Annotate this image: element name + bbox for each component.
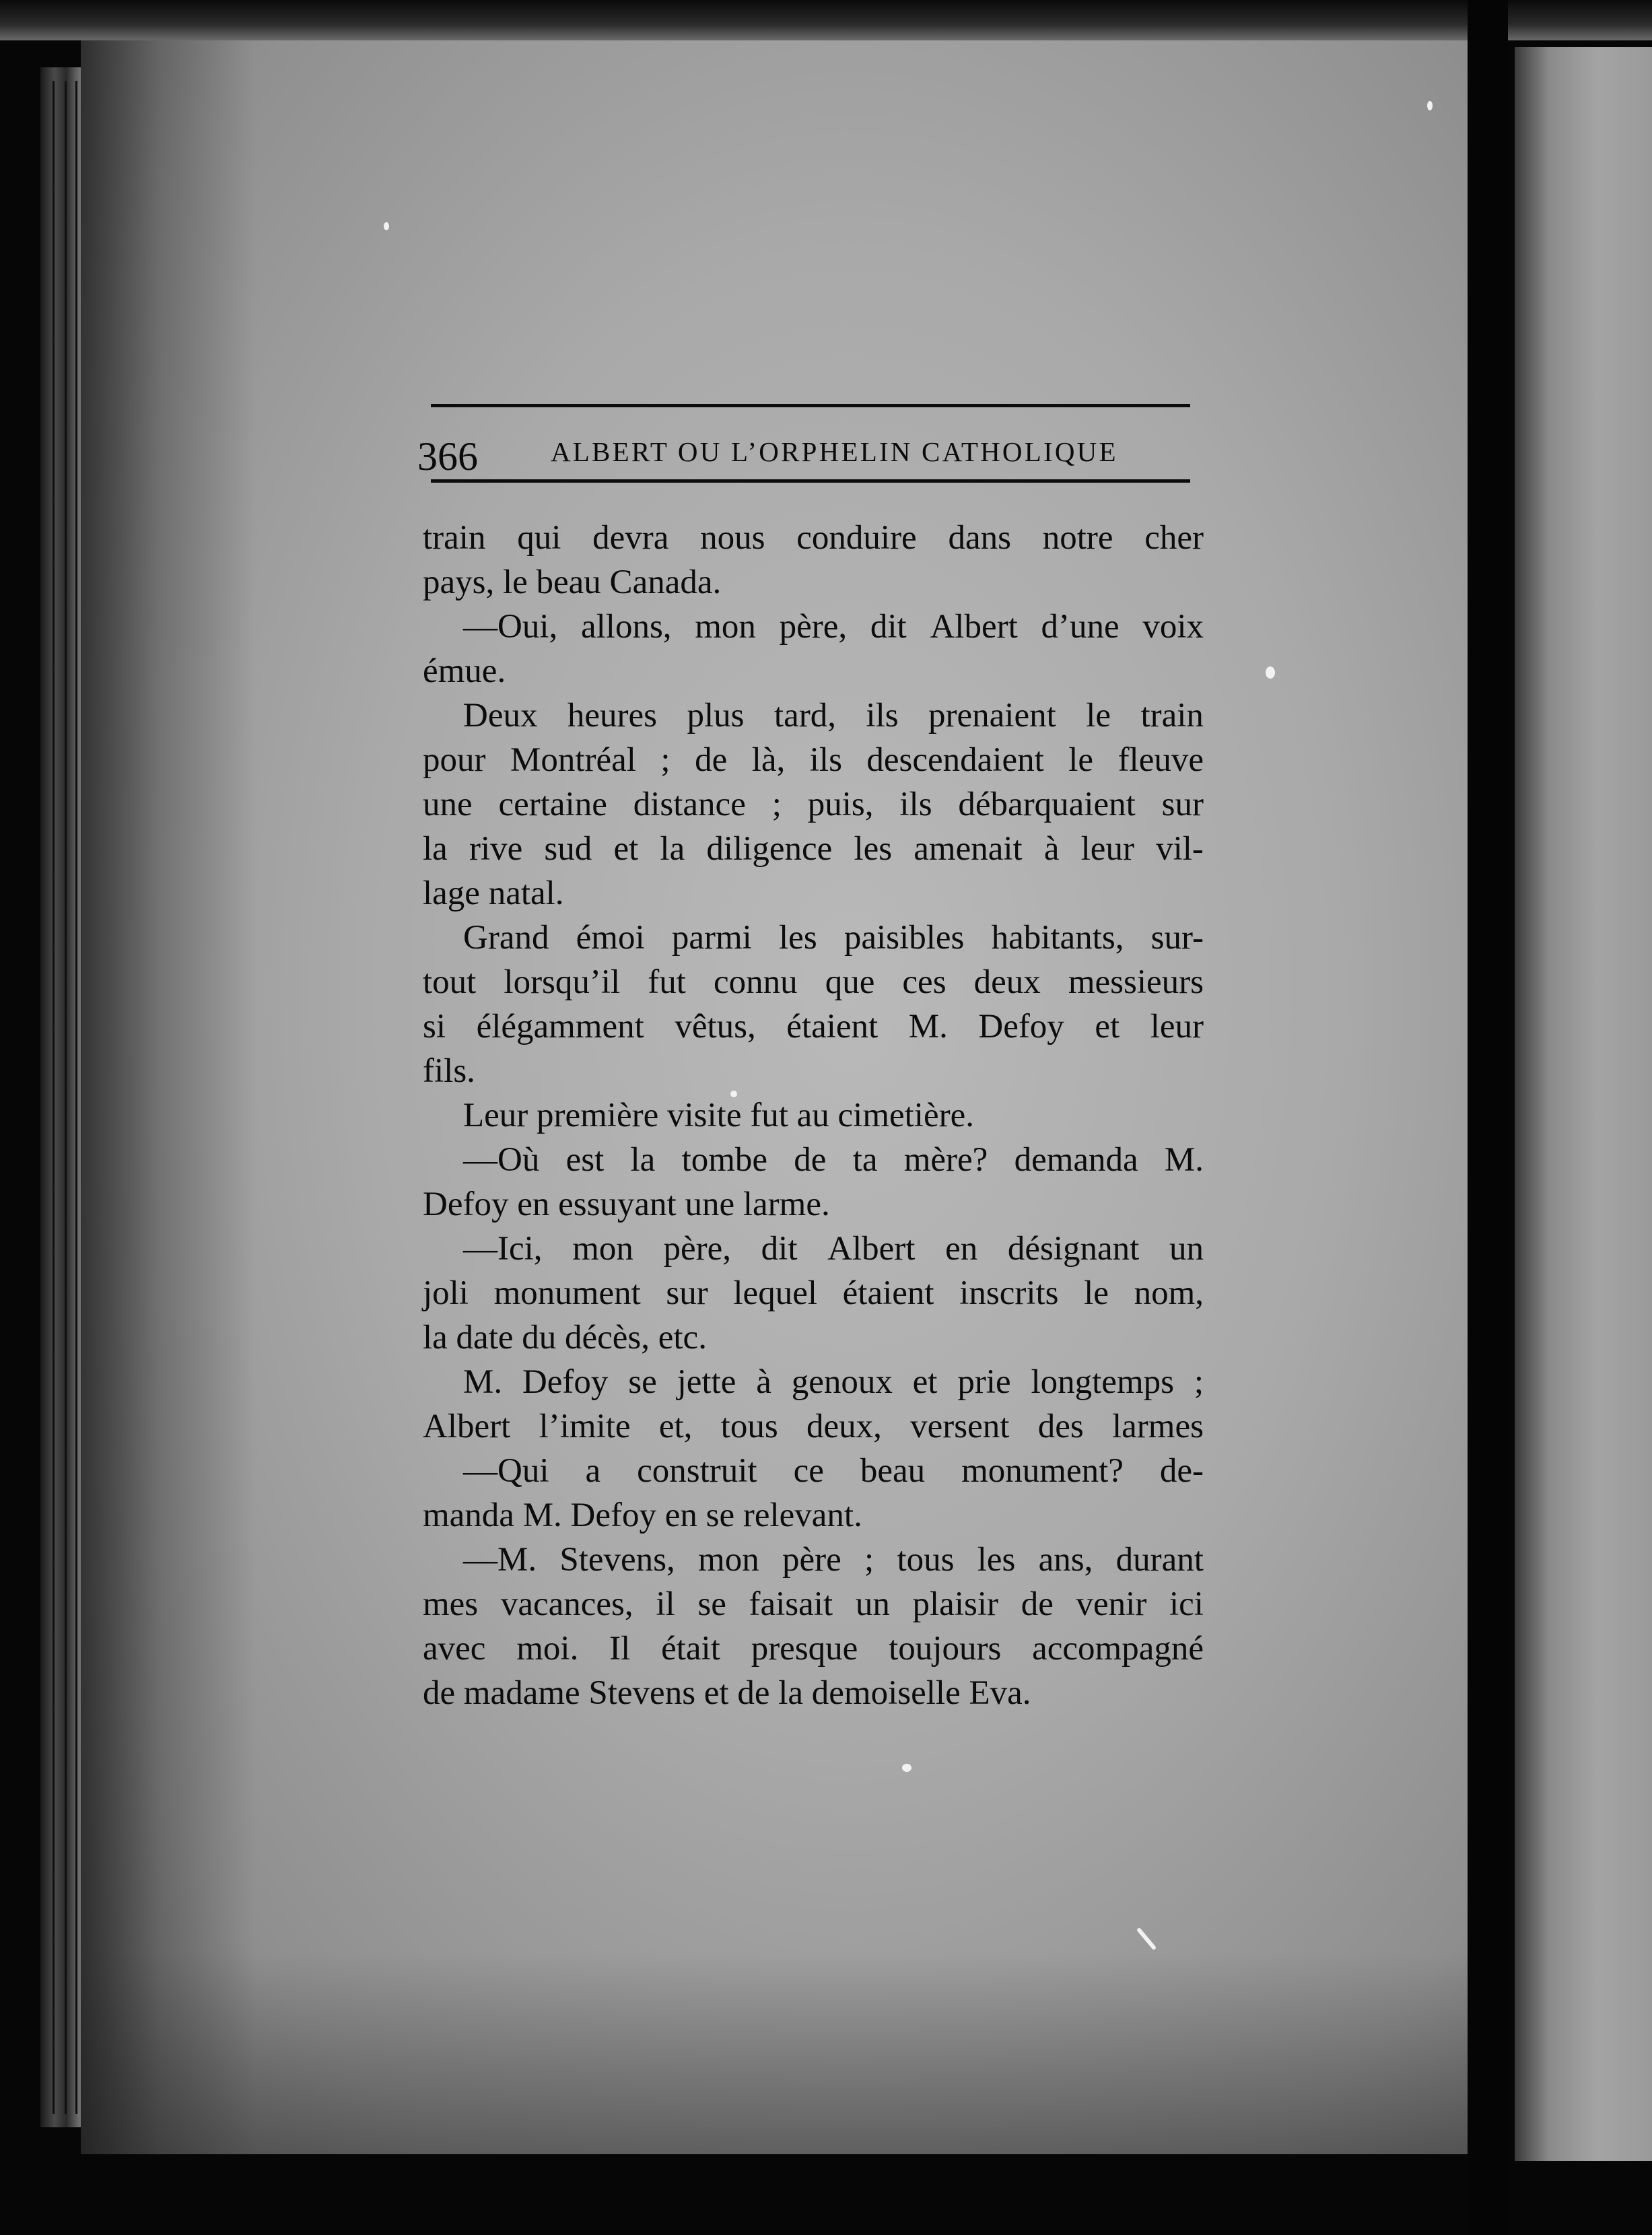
text-line: Defoy en essuyant une larme. [423, 1185, 830, 1223]
text-line: la rive sud et la diligence les amenait à leur vil- [423, 830, 1204, 868]
text-line: Albert l’imite et, tous deux, versent des larmes [423, 1408, 1204, 1445]
paper-speck [1427, 101, 1433, 110]
paper-shadow-bottom [81, 1952, 1481, 2154]
page-stack-line [53, 81, 55, 2114]
text-line: de madame Stevens et de la demoiselle Eva. [423, 1674, 1031, 1712]
header-rule-top [431, 404, 1190, 407]
text-line: —Ici, mon père, dit Albert en désignant un [463, 1230, 1204, 1268]
page-number: 366 [417, 434, 478, 479]
text-line: si élégamment vêtus, étaient M. Defoy et leur [423, 1008, 1204, 1045]
text-line: Deux heures plus tard, ils prenaient le train [463, 697, 1204, 734]
text-line: lage natal. [423, 874, 564, 912]
page-stack-line [65, 81, 67, 2114]
text-line: tout lorsqu’il fut connu que ces deux messieurs [423, 963, 1204, 1001]
text-line: pays, le beau Canada. [423, 563, 722, 601]
text-line: train qui devra nous conduire dans notre cher [423, 519, 1204, 557]
paper-speck [1266, 666, 1275, 679]
book-gutter [1468, 0, 1508, 2235]
text-line: manda M. Defoy en se relevant. [423, 1497, 862, 1534]
text-line: une certaine distance ; puis, ils débarquaient sur [423, 786, 1204, 823]
text-line: pour Montréal ; de là, ils descendaient le fleuve [423, 741, 1204, 779]
running-title: ALBERT OU L’ORPHELIN CATHOLIQUE [551, 436, 1118, 467]
text-line: —Oui, allons, mon père, dit Albert d’une voix [463, 608, 1204, 646]
text-line: M. Defoy se jette à genoux et prie longtemps ; [463, 1363, 1204, 1401]
text-line: avec moi. Il était presque toujours accompagné [423, 1630, 1204, 1667]
text-line: joli monument sur lequel étaient inscrits le nom, [423, 1274, 1204, 1312]
scan-top-edge [0, 0, 1652, 40]
paper-speck [384, 222, 389, 230]
text-line: fils. [423, 1052, 475, 1090]
text-line: —Où est la tombe de ta mère? demanda M. [463, 1141, 1204, 1179]
page-stack-line [75, 81, 77, 2114]
text-line: —Qui a construit ce beau monument? de- [463, 1452, 1204, 1490]
paper-speck [902, 1764, 911, 1772]
text-line: Grand émoi parmi les paisibles habitants, sur- [463, 919, 1204, 957]
text-line: Leur première visite fut au cimetière. [463, 1097, 974, 1134]
text-line: émue. [423, 652, 506, 690]
body-text [423, 516, 1204, 1715]
text-line: la date du décès, etc. [423, 1319, 707, 1356]
text-line: —M. Stevens, mon père ; tous les ans, durant [463, 1541, 1204, 1579]
facing-page-edge [1515, 47, 1652, 2161]
header-rule-bottom [431, 479, 1190, 483]
paper-shadow-left [81, 40, 256, 2154]
text-line: mes vacances, il se faisait un plaisir de venir ici [423, 1585, 1204, 1623]
